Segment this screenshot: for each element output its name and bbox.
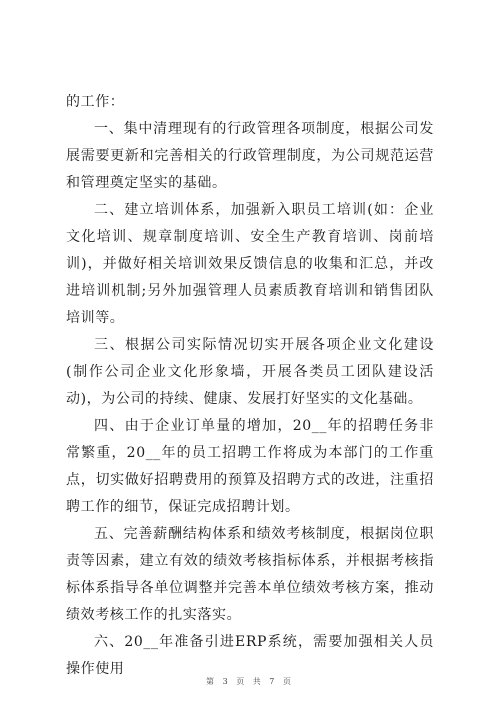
paragraph-item-5: 五、完善薪酬结构体系和绩效考核制度，根据岗位职责等因素，建立有效的绩效考核指标体系，并根据考核指标体系指导各单位调整并完善本单位绩效考核方案，推动绩效考核工作的扎实落实。	[66, 526, 434, 623]
paragraph-item-1: 一、集中清理现有的行政管理各项制度，根据公司发展需要更新和完善相关的行政管理制度，为公司规范运营和管理奠定坚实的基础。	[66, 121, 434, 191]
paragraph-item-4: 四、由于企业订单量的增加，20__年的招聘任务非常繁重，20__年的员工招聘工作将成为本部门的工作重点，切实做好招聘费用的预算及招聘方式的改进，注重招聘工作的细节，保证完成招聘计划。	[66, 418, 434, 515]
paragraph-item-2: 二、建立培训体系，加强新入职员工培训(如：企业文化培训、规章制度培训、安全生产教育培训、岗前培训)，并做好相关培训效果反馈信息的收集和汇总，并改进培训机制;另外加强管理人员素质教育培训和销售团队培训等。	[66, 202, 434, 326]
document-body	[66, 89, 434, 683]
page-number-footer: 第 3 页 共 7 页	[206, 677, 294, 686]
paragraph-item-3: 三、根据公司实际情况切实开展各项企业文化建设(制作公司企业文化形象墙，开展各类员工团队建设活动)，为公司的持续、健康、发展打好坚实的文化基础。	[66, 337, 434, 407]
paragraph-continuation: 的工作：	[66, 94, 125, 110]
paragraph-item-6: 六、20__年准备引进ERP系统，需要加强相关人员操作使用	[66, 634, 434, 677]
